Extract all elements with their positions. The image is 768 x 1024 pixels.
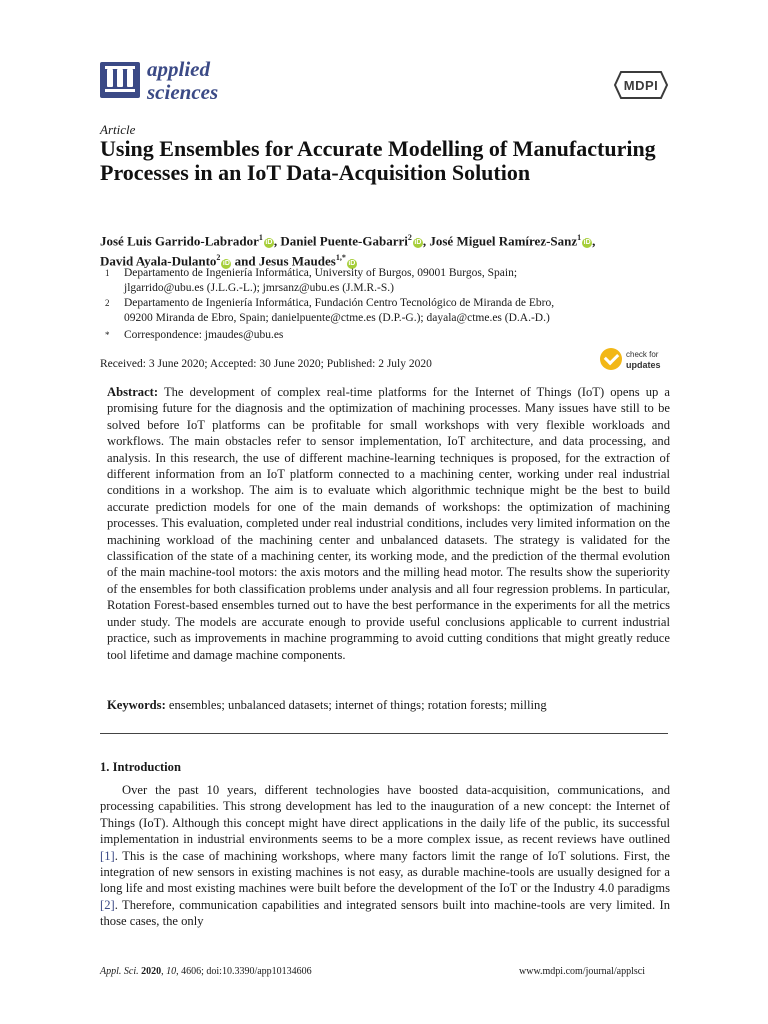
abstract <box>107 384 670 663</box>
affiliation-2 <box>100 296 670 326</box>
footer-citation: Appl. Sci. 2020, 10, 4606; doi:10.3390/app10134606 <box>100 966 312 977</box>
section-heading: 1. Introduction <box>100 760 181 774</box>
author-separator: , <box>422 233 430 249</box>
affiliation-1 <box>100 266 670 296</box>
mdpi-logo <box>613 70 669 100</box>
author-name: Daniel Puente-Gabarri <box>280 233 408 249</box>
author-separator: and <box>231 253 259 269</box>
author-name: David Ayala-Dulanto <box>100 253 217 269</box>
author-affiliation-mark: 1,* <box>335 253 346 263</box>
checkmark-icon <box>600 348 622 370</box>
orcid-icon[interactable]: iD <box>414 239 422 247</box>
author-separator: , <box>592 233 596 249</box>
orcid-icon[interactable]: iD <box>265 239 273 247</box>
footer-doi: , 4606; doi:10.3390/app10134606 <box>176 966 312 977</box>
author-name: José Luis Garrido-Labrador <box>100 233 259 249</box>
updates-badge-line2: updates <box>626 360 661 370</box>
affiliation-line: Departamento de Ingeniería Informática, Fundación Centro Tecnológico de Miranda de Ebro, <box>124 297 555 309</box>
article-type: Article <box>100 122 136 137</box>
author-name: Jesus Maudes <box>258 253 336 269</box>
keywords-text: ensembles; unbalanced datasets; internet of things; rotation forests; milling <box>168 698 547 712</box>
journal-logo-icon <box>100 62 140 98</box>
footer-url[interactable]: www.mdpi.com/journal/applsci <box>519 966 645 977</box>
keywords <box>107 697 670 713</box>
section-divider <box>100 733 668 734</box>
keywords-label: Keywords: <box>107 698 166 712</box>
correspondence <box>100 328 670 343</box>
footer-year: 2020 <box>141 966 162 977</box>
author-affiliation-mark: 1 <box>577 233 582 242</box>
correspondence-mark: * <box>105 330 110 340</box>
publication-dates: Received: 3 June 2020; Accepted: 30 June 2020; Published: 2 July 2020 <box>100 358 432 370</box>
author-affiliation-mark: 1 <box>258 233 263 242</box>
author-separator: , <box>273 233 281 249</box>
affiliation-line: jlgarrido@ubu.es (J.L.G.-L.); jmrsanz@ubu.es (J.M.R.-S.) <box>124 282 394 294</box>
author-name: José Miguel Ramírez-Sanz <box>429 233 578 249</box>
paragraph-text: . This is the case of machining workshops, where many factors limit the range of IoT solutions. First, the integration of new sensors in existing machines is not easy, as durable machine-tools are usually designed for a long life and most existing machines were built before the development of the IoT or the Industry 4.0 paradigms <box>100 848 670 896</box>
journal-name-line2: sciences <box>147 80 219 104</box>
journal-name-line1: applied <box>147 57 210 81</box>
paragraph-text: Over the past 10 years, different technologies have boosted data-acquisition, communications, and processing capabilities. This strong development has led to the inauguration of a new concept: the Internet of Things (IoT). Although this concept might have direct applications in the daily life of the public, its successful implementation in industrial environments seems to be a more complex issue, as recent reviews have outlined <box>100 783 670 847</box>
affiliation-line: Departamento de Ingeniería Informática, University of Burgos, 09001 Burgos, Spain; <box>124 267 518 279</box>
publisher-name: MDPI <box>623 77 659 93</box>
paper-title: Using Ensembles for Accurate Modelling of Manufacturing Processes in an IoT Data-Acquisition Solution <box>100 136 656 185</box>
affiliation-line: 09200 Miranda de Ebro, Spain; danielpuente@ctme.es (D.P.-G.); dayala@ctme.es (D.A.-D.) <box>124 312 550 324</box>
check-for-updates-badge[interactable] <box>600 348 670 374</box>
affiliation-mark: 2 <box>105 298 110 308</box>
updates-badge-line1: check for <box>626 350 659 359</box>
author-affiliation-mark: 2 <box>216 253 221 263</box>
author-list <box>100 229 680 270</box>
author-affiliation-mark: 2 <box>407 233 412 242</box>
correspondence-line: Correspondence: jmaudes@ubu.es <box>124 329 284 341</box>
orcid-icon[interactable]: iD <box>222 259 230 267</box>
introduction-paragraph <box>100 782 670 930</box>
footer-volume: 10 <box>166 966 177 977</box>
footer-journal: Appl. Sci. <box>100 966 139 977</box>
affiliation-mark: 1 <box>105 268 110 278</box>
abstract-text: The development of complex real-time platforms for the Internet of Things (IoT) opens up a promising future for the diagnosis and the optimization of machining processes. Many issues have still to be solved before IoT platforms can be profitable for small workshops with very flexible workloads and workflows. The main obstacles refer to sensor implementation, IoT architecture, and data processing, and analysis. In this research, the use of different machine-learning techniques is proposed, for the extraction of different information from an IoT platform connected to a machining center, working under real industrial conditions in a workshop. The aim is to evaluate which algorithmic technique might be the best to build accurate prediction models for one of the main demands of workshops: the optimization of machining processes. This evaluation, completed under real industrial conditions, includes very limited information on the machining workload of the machining center and unbalanced datasets. The strategy is validated for the classification of the state of a machining center, its working mode, and the prediction of the thermal evolution of the main machine-tool motors: the axis motors and the milling head motor. The results show the superiority of the ensembles for both classification problems under analysis and all four regression problems. In particular, Rotation Forest-based ensembles turned out to have the best performance in the experiments for all the metrics under study. The models are accurate enough to provide useful conclusions applicable to current industrial practice, such as improvements in machine programming to avoid cutting conditions that might greatly reduce tool lifetime and damage machine components. <box>107 385 671 662</box>
citation-link[interactable]: [2] <box>100 897 115 912</box>
journal-name <box>147 58 218 104</box>
orcid-icon[interactable]: iD <box>583 239 591 247</box>
orcid-icon[interactable]: iD <box>348 259 356 267</box>
abstract-label: Abstract: <box>107 385 159 399</box>
paragraph-text: . Therefore, communication capabilities and integrated sensors built into machine-tools are very limited. In those cases, the only <box>100 897 670 929</box>
citation-link[interactable]: [1] <box>100 848 115 863</box>
